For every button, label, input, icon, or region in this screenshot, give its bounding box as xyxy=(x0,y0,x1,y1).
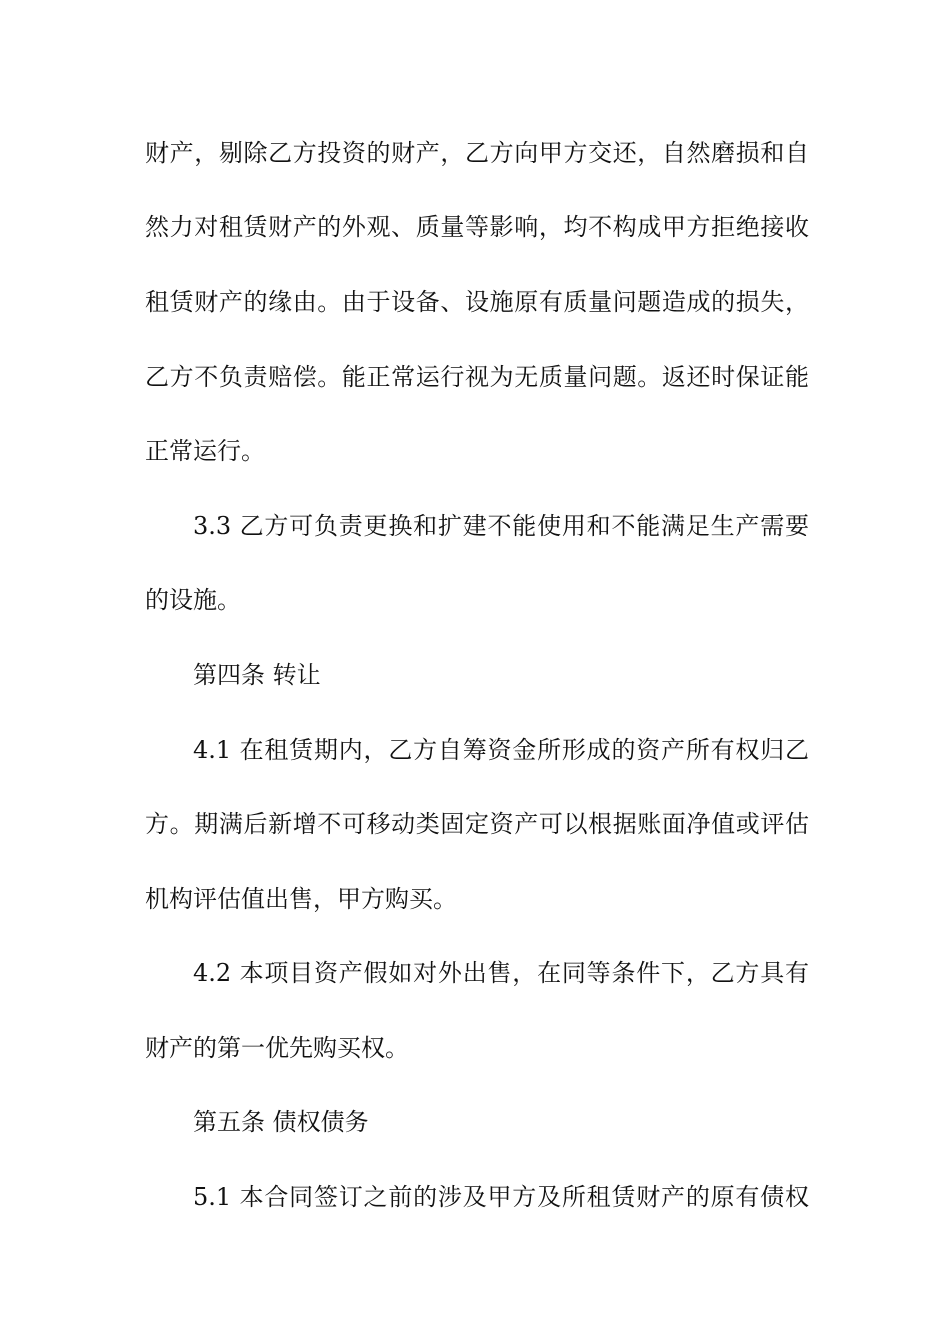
clause-3-3: 3.3 乙方可负责更换和扩建不能使用和不能满足生产需要 xyxy=(193,512,809,540)
text-line: 租赁财产的缘由。由于设备、设施原有质量问题造成的损失， xyxy=(145,288,809,316)
text-line: 的设施。 xyxy=(145,586,241,614)
clause-4-1: 4.1 在租赁期内，乙方自筹资金所形成的资产所有权归乙 xyxy=(193,736,809,764)
text-line: 机构评估值出售，甲方购买。 xyxy=(145,885,457,913)
text-line: 正常运行。 xyxy=(145,437,265,465)
text-line: 财产的第一优先购买权。 xyxy=(145,1034,409,1062)
clause-4-2: 4.2 本项目资产假如对外出售，在同等条件下，乙方具有 xyxy=(193,959,809,987)
text-line: 乙方不负责赔偿。能正常运行视为无质量问题。返还时保证能 xyxy=(145,363,809,391)
text-line: 然力对租赁财产的外观、质量等影响，均不构成甲方拒绝接收 xyxy=(145,213,809,241)
section-heading-article-4: 第四条 转让 xyxy=(193,661,321,689)
clause-5-1: 5.1 本合同签订之前的涉及甲方及所租赁财产的原有债权 xyxy=(193,1183,809,1211)
section-heading-article-5: 第五条 债权债务 xyxy=(193,1108,369,1136)
text-line: 方。期满后新增不可移动类固定资产可以根据账面净值或评估 xyxy=(145,810,809,838)
text-line: 财产，剔除乙方投资的财产，乙方向甲方交还，自然磨损和自 xyxy=(145,139,809,167)
